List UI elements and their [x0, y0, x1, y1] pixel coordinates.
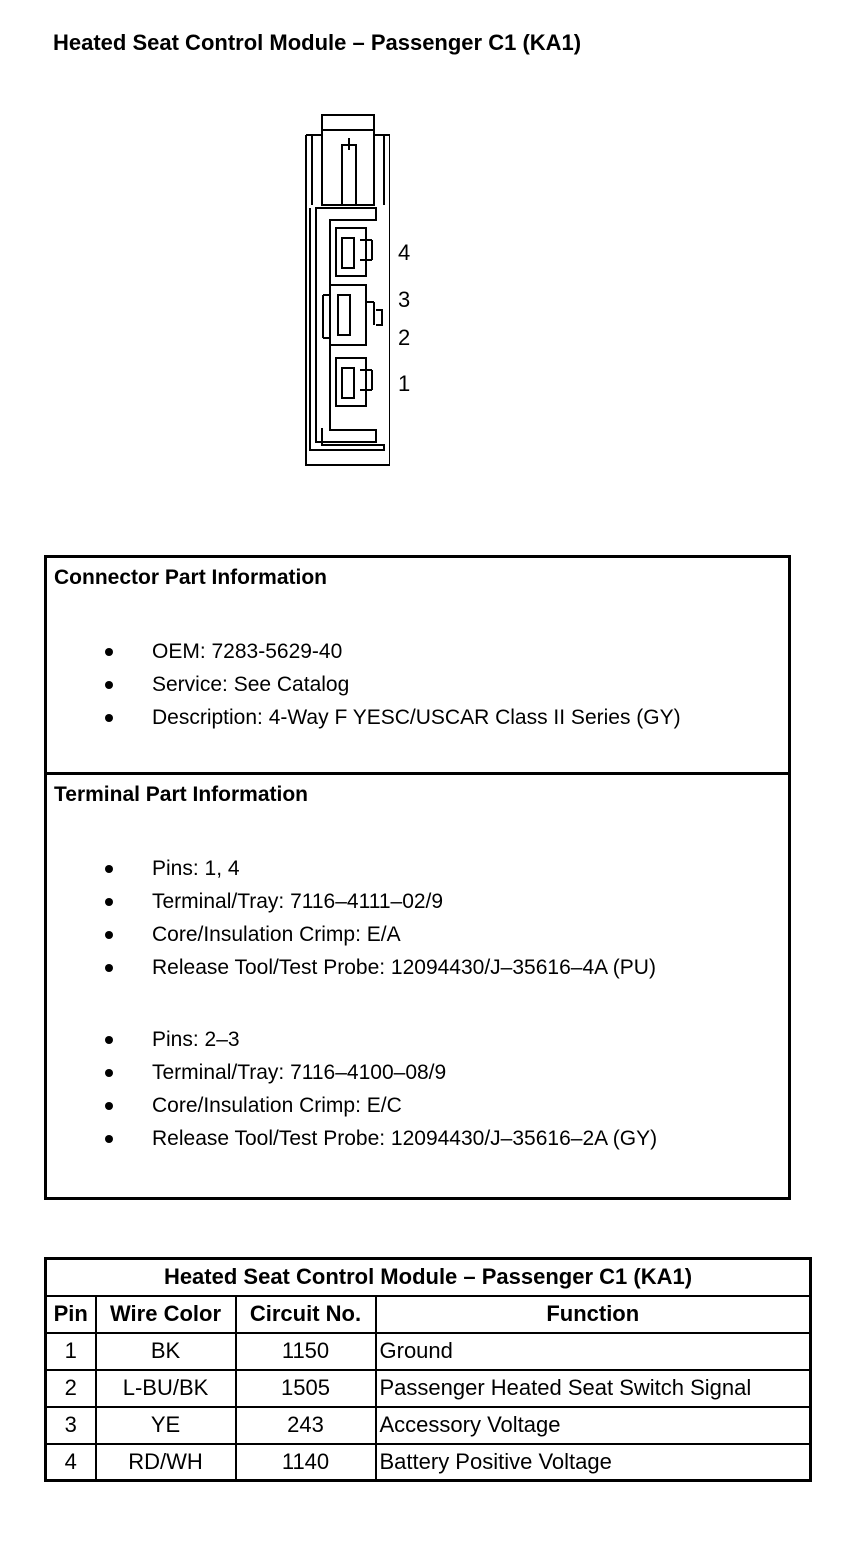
cell-circuit-no: 243 — [236, 1407, 376, 1444]
cell-pin: 4 — [46, 1444, 96, 1481]
connector-info-list — [47, 635, 681, 734]
list-item: OEM: 7283-5629-40 — [47, 635, 681, 668]
table-caption-row — [46, 1259, 811, 1296]
column-header-circuit-no: Circuit No. — [236, 1296, 376, 1333]
pin-1-label: 1 — [398, 371, 411, 396]
cell-function: Passenger Heated Seat Switch Signal — [376, 1370, 811, 1407]
table-row — [46, 1407, 811, 1444]
cell-circuit-no: 1505 — [236, 1370, 376, 1407]
terminal-info-group-1 — [47, 852, 656, 984]
table-header-row — [46, 1296, 811, 1333]
list-item: Terminal/Tray: 7116–4111–02/9 — [47, 885, 656, 918]
cell-wire-color: YE — [96, 1407, 236, 1444]
list-item: Core/Insulation Crimp: E/A — [47, 918, 656, 951]
list-item: Pins: 2–3 — [47, 1023, 657, 1056]
cell-pin: 3 — [46, 1407, 96, 1444]
pin-3-label: 3 — [398, 287, 411, 312]
connector-part-info — [47, 558, 788, 775]
part-information-box — [44, 555, 791, 1200]
cell-function: Ground — [376, 1333, 811, 1370]
cell-wire-color: RD/WH — [96, 1444, 236, 1481]
terminal-info-heading: Terminal Part Information — [54, 783, 308, 806]
list-item: Service: See Catalog — [47, 668, 681, 701]
list-item: Core/Insulation Crimp: E/C — [47, 1089, 657, 1122]
terminal-info-group-2 — [47, 1023, 657, 1155]
table-caption: Heated Seat Control Module – Passenger C1 (KA1) — [46, 1259, 811, 1296]
cell-function: Battery Positive Voltage — [376, 1444, 811, 1481]
column-header-pin: Pin — [46, 1296, 96, 1333]
cell-function: Accessory Voltage — [376, 1407, 811, 1444]
list-item: Pins: 1, 4 — [47, 852, 656, 885]
pin-4-label: 4 — [398, 240, 411, 265]
table-row — [46, 1370, 811, 1407]
terminal-part-info — [47, 775, 788, 1197]
list-item: Release Tool/Test Probe: 12094430/J–35616–4A (PU) — [47, 951, 656, 984]
list-item: Description: 4-Way F YESC/USCAR Class II Series (GY) — [47, 701, 681, 734]
page-title: Heated Seat Control Module – Passenger C1 (KA1) — [53, 30, 582, 55]
list-item: Terminal/Tray: 7116–4100–08/9 — [47, 1056, 657, 1089]
cell-wire-color: L-BU/BK — [96, 1370, 236, 1407]
column-header-function: Function — [376, 1296, 811, 1333]
list-item: Release Tool/Test Probe: 12094430/J–35616–2A (GY) — [47, 1122, 657, 1155]
column-header-wire-color: Wire Color — [96, 1296, 236, 1333]
connector-outline — [300, 110, 390, 470]
cell-circuit-no: 1140 — [236, 1444, 376, 1481]
cell-wire-color: BK — [96, 1333, 236, 1370]
cell-circuit-no: 1150 — [236, 1333, 376, 1370]
table-row — [46, 1333, 811, 1370]
connector-info-heading: Connector Part Information — [54, 566, 328, 589]
table-row — [46, 1444, 811, 1481]
cell-pin: 2 — [46, 1370, 96, 1407]
pin-2-label: 2 — [398, 325, 411, 350]
connector-diagram — [300, 110, 390, 475]
pin-table — [44, 1257, 812, 1482]
cell-pin: 1 — [46, 1333, 96, 1370]
